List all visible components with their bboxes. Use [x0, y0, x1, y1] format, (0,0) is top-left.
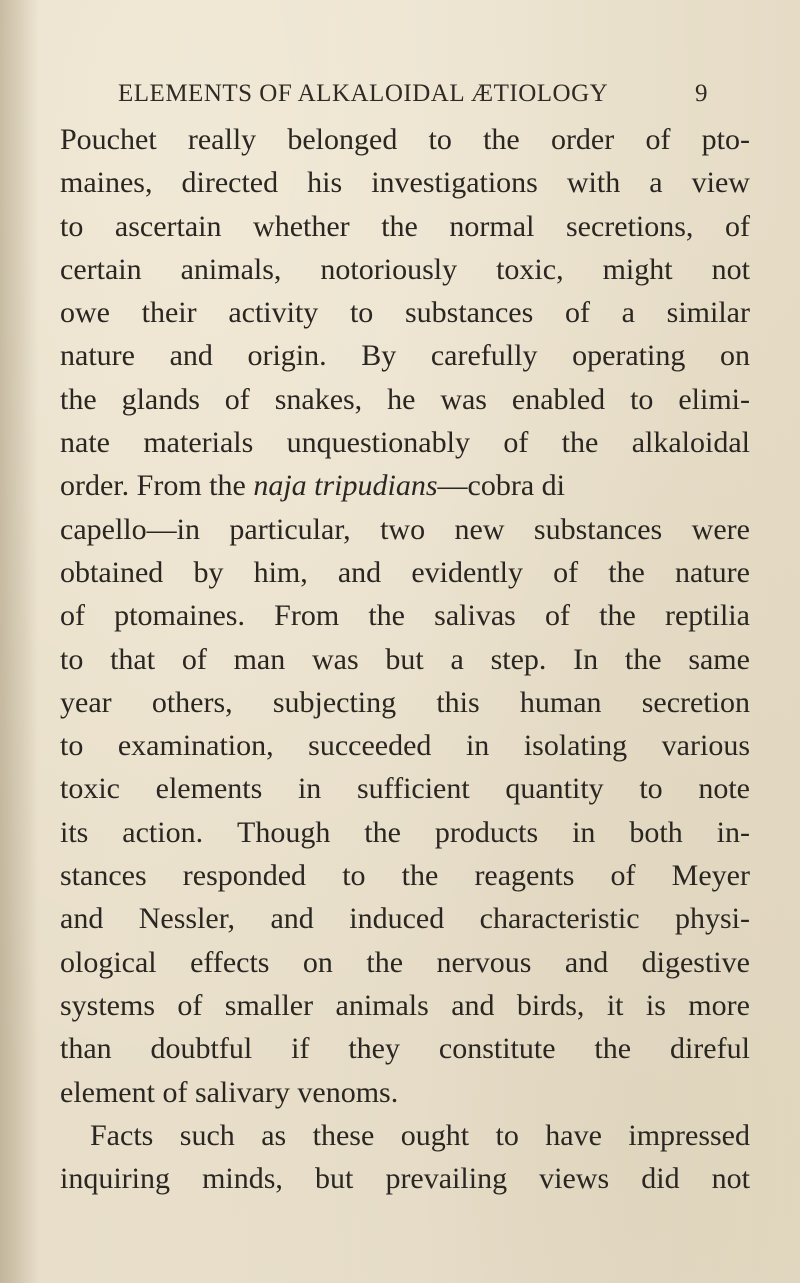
word: From	[274, 599, 340, 633]
word: evidently	[411, 555, 523, 589]
word: alkaloidal	[631, 426, 750, 460]
word: view	[691, 166, 750, 200]
word: toxic	[60, 772, 120, 806]
word: unquestionably	[286, 426, 470, 460]
word: and	[270, 902, 314, 936]
word: but	[385, 642, 424, 676]
word: order	[550, 123, 615, 156]
word: Meyer	[671, 859, 750, 893]
word: that	[110, 642, 156, 676]
word: effects	[190, 945, 270, 979]
word: similar	[666, 296, 750, 330]
word: the	[401, 859, 439, 893]
word: characteristic	[479, 902, 640, 936]
word: and	[451, 988, 495, 1022]
word: constitute	[438, 1032, 556, 1066]
word: others,	[151, 685, 233, 719]
word: both	[629, 815, 683, 849]
word: were	[691, 512, 750, 546]
running-head	[118, 80, 708, 120]
word: the	[483, 123, 520, 156]
word: did	[641, 1162, 680, 1196]
word: materials	[143, 426, 254, 460]
word: a	[450, 642, 464, 676]
word: the	[366, 945, 404, 979]
word: him,	[253, 555, 308, 589]
word: the	[599, 599, 636, 633]
word: of	[645, 123, 671, 156]
word: quantity	[505, 772, 604, 806]
text-line	[60, 594, 750, 637]
text-line	[60, 897, 750, 940]
word: direful	[669, 1032, 750, 1066]
word: of	[181, 642, 207, 676]
word: of	[224, 382, 250, 416]
word: doubtful	[150, 1032, 253, 1066]
word: of	[724, 209, 750, 243]
text-line	[60, 248, 750, 291]
word: by	[193, 555, 224, 589]
word: origin.	[247, 339, 327, 373]
word: maines,	[60, 166, 153, 200]
word: substances	[404, 296, 534, 330]
word: systems	[60, 988, 156, 1022]
word: to	[428, 123, 452, 156]
text-after-italic: —cobra di	[437, 469, 565, 503]
word: on	[719, 339, 750, 373]
running-title: ELEMENTS OF ALKALOIDAL ÆTIOLOGY	[118, 80, 609, 107]
text-before-italic: order. From the	[60, 469, 254, 503]
word: carefully	[430, 339, 538, 373]
word: and	[60, 902, 104, 936]
word: activity	[228, 296, 319, 330]
word: of	[503, 426, 529, 460]
word: is	[645, 988, 666, 1022]
text-line	[60, 638, 750, 681]
text-line	[60, 984, 750, 1027]
text-line	[60, 811, 750, 854]
word: step.	[490, 642, 547, 676]
word: have	[545, 1118, 602, 1152]
word: nervous	[436, 945, 532, 979]
word: to	[639, 772, 663, 806]
word: nature	[60, 339, 135, 373]
text-line	[60, 681, 750, 724]
word: succeeded	[308, 729, 432, 763]
word: smaller	[224, 988, 314, 1022]
word: to	[60, 729, 84, 763]
italic-species-name: naja tripudians	[253, 469, 438, 503]
word: stances	[60, 859, 147, 893]
paragraph-start-line	[60, 1114, 750, 1157]
text-line	[60, 205, 750, 248]
word: the	[624, 642, 662, 676]
word: of	[177, 988, 203, 1022]
word: various	[661, 729, 750, 763]
word: obtained	[60, 555, 164, 589]
word: a	[649, 166, 663, 200]
word: note	[698, 772, 750, 806]
word: in-	[716, 815, 750, 849]
word: In	[573, 642, 599, 676]
word: but	[315, 1162, 354, 1196]
word: sufficient	[356, 772, 470, 806]
word: of	[553, 555, 579, 589]
word: nature	[674, 555, 750, 589]
word: views	[539, 1162, 610, 1196]
word: isolating	[523, 729, 628, 763]
word: to	[60, 642, 84, 676]
text-line	[60, 724, 750, 767]
word: normal	[449, 209, 535, 243]
word: toxic,	[496, 252, 564, 286]
word: than	[60, 1032, 112, 1066]
word: snakes,	[274, 382, 363, 416]
word: glands	[121, 382, 200, 416]
word: the	[381, 209, 418, 243]
text-line	[60, 854, 750, 897]
word: Facts	[90, 1118, 154, 1152]
word: ological	[60, 945, 157, 979]
word: investigations	[371, 166, 538, 200]
word: examination,	[117, 729, 274, 763]
word: if	[291, 1032, 310, 1066]
word: nate	[60, 426, 110, 460]
word: minds,	[202, 1162, 283, 1196]
word: the	[368, 599, 405, 633]
text-line	[60, 334, 750, 377]
word: of	[545, 599, 570, 633]
word: to	[630, 382, 654, 416]
word: of	[610, 859, 636, 893]
word: these	[312, 1118, 375, 1152]
word: new	[454, 512, 505, 546]
word: responded	[182, 859, 307, 893]
word: induced	[349, 902, 445, 936]
word: particular,	[229, 512, 351, 546]
word: enabled	[511, 382, 606, 416]
word: he	[387, 382, 416, 416]
word: products	[434, 815, 539, 849]
word: of	[564, 296, 590, 330]
body-text	[60, 118, 750, 1200]
word: in	[465, 729, 490, 763]
word: man	[233, 642, 286, 676]
word: in	[297, 772, 322, 806]
word: inquiring	[60, 1162, 170, 1196]
word: it	[606, 988, 624, 1022]
word: Nessler,	[138, 902, 236, 936]
word: his	[307, 166, 343, 200]
word: capello—in	[60, 512, 200, 546]
word: substances	[533, 512, 663, 546]
word: salivas	[434, 599, 516, 633]
word: to	[60, 209, 84, 243]
word: directed	[181, 166, 279, 200]
word: secretion	[641, 685, 750, 719]
word: operating	[572, 339, 686, 373]
word: the	[594, 1032, 632, 1066]
word: elements	[155, 772, 263, 806]
word: same	[688, 642, 750, 676]
word: to	[349, 296, 374, 330]
word: its	[60, 815, 89, 849]
word: ptomaines.	[114, 599, 245, 633]
word: to	[495, 1118, 519, 1152]
paragraph-end-line: element of salivary venoms.	[60, 1075, 399, 1109]
word: reptilia	[665, 599, 750, 633]
text-line	[60, 291, 750, 334]
word: impressed	[628, 1118, 750, 1152]
word: of	[60, 599, 85, 633]
word: certain	[60, 252, 142, 286]
word: animals,	[180, 252, 282, 286]
word: was	[440, 382, 487, 416]
text-line	[60, 161, 750, 204]
word: not	[711, 1162, 750, 1196]
word: ought	[400, 1118, 470, 1152]
word: might	[602, 252, 673, 286]
word: and	[564, 945, 609, 979]
word: action.	[122, 815, 204, 849]
text-line-with-italic	[60, 464, 750, 507]
word: they	[348, 1032, 400, 1066]
word: digestive	[641, 945, 750, 979]
word: Though	[237, 815, 331, 849]
word: physi-	[674, 902, 750, 936]
word: whether	[253, 209, 350, 243]
text-line	[60, 508, 750, 551]
word: year	[60, 685, 112, 719]
word: Pouchet	[60, 123, 157, 156]
word: really	[187, 123, 257, 156]
word: to	[342, 859, 366, 893]
word: not	[711, 252, 750, 286]
word: the	[60, 382, 97, 416]
word: reagents	[474, 859, 575, 893]
word: and	[169, 339, 213, 373]
word: notoriously	[320, 252, 458, 286]
word: the	[561, 426, 599, 460]
text-line	[60, 1157, 750, 1200]
word: such	[179, 1118, 235, 1152]
text-segment	[60, 464, 565, 507]
word: a	[621, 296, 635, 330]
word: prevailing	[385, 1162, 508, 1196]
word: the	[608, 555, 645, 589]
word: animals	[335, 988, 429, 1022]
word: their	[141, 296, 197, 330]
word: birds,	[516, 988, 585, 1022]
text-line	[60, 118, 750, 161]
text-line	[60, 1027, 750, 1070]
word: elimi-	[678, 382, 750, 416]
word: owe	[60, 296, 110, 330]
word: pto-	[701, 123, 750, 156]
word: By	[361, 339, 397, 373]
word: the	[364, 815, 401, 849]
page-number: 9	[695, 80, 708, 107]
word: on	[302, 945, 333, 979]
word: human	[519, 685, 602, 719]
text-line	[60, 551, 750, 594]
text-line	[60, 421, 750, 464]
word: ascertain	[114, 209, 222, 243]
word: subjecting	[272, 685, 397, 719]
text-line	[60, 378, 750, 421]
word: two	[380, 512, 426, 546]
text-line	[60, 767, 750, 810]
word: this	[436, 685, 480, 719]
text-line	[60, 941, 750, 984]
word: belonged	[287, 123, 398, 156]
word: with	[566, 166, 621, 200]
word: and	[337, 555, 382, 589]
word: secretions,	[565, 209, 694, 243]
word: more	[688, 988, 750, 1022]
word: as	[261, 1118, 287, 1152]
word: in	[572, 815, 596, 849]
binding-shadow	[0, 0, 38, 1283]
word: was	[312, 642, 359, 676]
